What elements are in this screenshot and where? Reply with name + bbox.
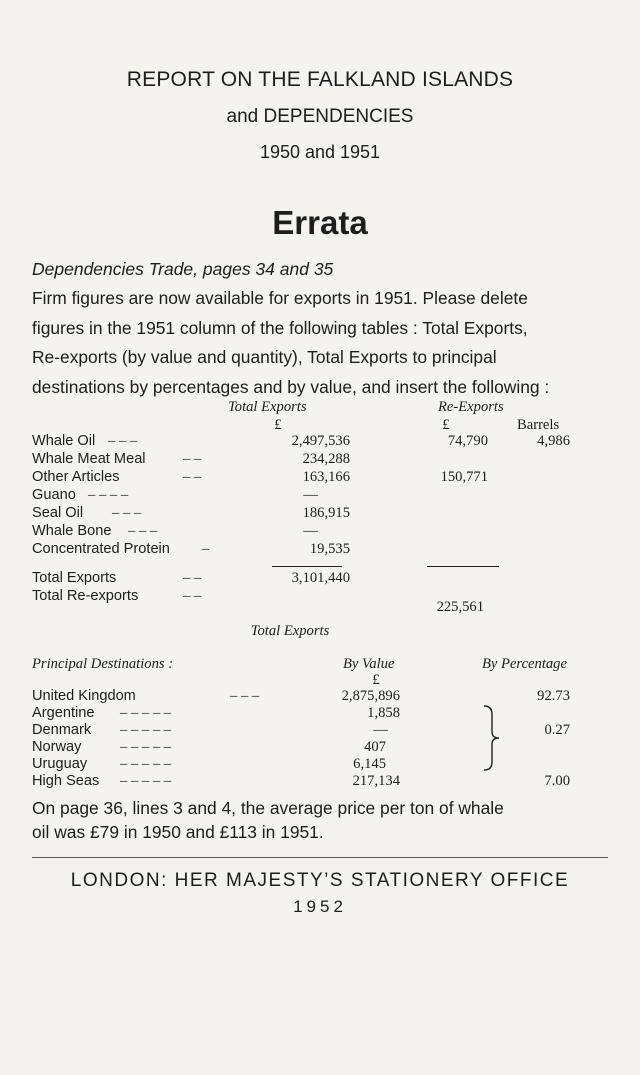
leader-dashes: – – – – – xyxy=(120,722,172,738)
price-note xyxy=(32,796,608,844)
leader-dashes: – – xyxy=(183,469,202,485)
sum-rule xyxy=(427,566,499,567)
destinations-table-title: Total Exports xyxy=(250,623,330,639)
total-value: — xyxy=(303,487,318,503)
destination-value: 2,875,896 xyxy=(341,688,400,704)
errata-heading: Errata xyxy=(272,204,368,241)
report-years: 1950 and 1951 xyxy=(259,142,381,162)
unit-pound: £ xyxy=(274,417,282,433)
col-header-destinations: Principal Destinations : xyxy=(32,656,174,672)
report-title: REPORT ON THE FALKLAND ISLANDS xyxy=(126,68,514,91)
destination-value: 1,858 xyxy=(367,705,400,721)
destination-label: United Kingdom xyxy=(32,688,136,704)
leader-dashes: – – – xyxy=(230,688,260,704)
destination-percentage: 7.00 xyxy=(544,773,570,789)
leader-dashes: – – xyxy=(183,570,202,586)
destination-label: High Seas xyxy=(32,773,100,789)
destination-label: Denmark xyxy=(32,722,92,738)
leader-dashes: – – – xyxy=(112,505,142,521)
note-line: On page 36, lines 3 and 4, the average price per ton of whale xyxy=(32,798,504,818)
re-export-barrels: 4,986 xyxy=(537,433,570,449)
table-row-label: Whale Meat Meal xyxy=(32,451,146,467)
leader-dashes: – – xyxy=(183,451,202,467)
table-row-label: Seal Oil xyxy=(32,505,84,521)
unit-barrels: Barrels xyxy=(517,417,560,433)
leader-dashes: – – – – – xyxy=(120,739,172,755)
leader-dashes: – – – – – xyxy=(120,756,172,772)
grouping-brace xyxy=(480,702,502,774)
destination-percentage: 0.27 xyxy=(544,722,570,738)
table-row-label: Other Articles xyxy=(32,469,120,485)
unit-pound: £ xyxy=(442,417,450,433)
col-header-total-exports: Total Exports xyxy=(228,399,307,415)
table-row-label: Concentrated Protein xyxy=(32,541,170,557)
body-line: destinations by percentages and by value, and insert the following : xyxy=(32,376,550,397)
publication-year: 1952 xyxy=(293,897,347,916)
total-re-exports-label: Total Re-exports xyxy=(32,588,139,604)
body-paragraph xyxy=(32,284,608,402)
leader-dashes: – – – – – xyxy=(120,773,172,789)
total-value: 2,497,536 xyxy=(291,433,350,449)
leader-dashes: – – – xyxy=(108,433,138,449)
section-subtitle: Dependencies Trade, pages 34 and 35 xyxy=(32,259,334,279)
destination-value: — xyxy=(373,722,388,738)
table-row-label: Whale Bone xyxy=(32,523,112,539)
total-exports-label: Total Exports xyxy=(32,570,117,586)
body-line: figures in the 1951 column of the following tables : Total Exports, xyxy=(32,317,528,338)
col-header-by-value: By Value xyxy=(343,656,395,672)
destination-label: Norway xyxy=(32,739,82,755)
publisher-line: LONDON: HER MAJESTY’S STATIONERY OFFICE xyxy=(70,870,570,891)
re-export-value: 150,771 xyxy=(440,469,488,485)
sum-rule xyxy=(272,566,342,567)
total-value: 234,288 xyxy=(302,451,350,467)
destination-value: 407 xyxy=(364,739,386,755)
col-header-by-percentage: By Percentage xyxy=(482,656,567,672)
note-line: oil was £79 in 1950 and £113 in 1951. xyxy=(32,822,324,842)
destination-value: 6,145 xyxy=(353,756,386,772)
body-line: Firm figures are now available for exports in 1951. Please delete xyxy=(32,288,528,308)
leader-dashes: – xyxy=(202,541,210,557)
total-value: — xyxy=(303,523,318,539)
destination-label: Argentine xyxy=(32,705,95,721)
leader-dashes: – – – xyxy=(128,523,158,539)
destination-label: Uruguay xyxy=(32,756,88,772)
destination-percentage: 92.73 xyxy=(537,688,570,704)
table-row-label: Guano xyxy=(32,487,76,503)
footer-divider xyxy=(32,857,608,858)
body-line: Re-exports (by value and quantity), Total Exports to principal xyxy=(32,347,497,367)
unit-pound: £ xyxy=(372,672,380,688)
table-row-label: Whale Oil xyxy=(32,433,96,449)
leader-dashes: – – xyxy=(183,588,202,604)
total-value: 186,915 xyxy=(302,505,350,521)
leader-dashes: – – – – – xyxy=(120,705,172,721)
leader-dashes: – – – – xyxy=(88,487,129,503)
total-exports-value: 3,101,440 xyxy=(291,570,350,586)
report-subtitle: and DEPENDENCIES xyxy=(226,106,414,127)
re-export-value: 74,790 xyxy=(447,433,488,449)
total-re-exports-value: 225,561 xyxy=(436,599,484,615)
total-value: 19,535 xyxy=(309,541,350,557)
col-header-re-exports: Re-Exports xyxy=(438,399,504,415)
destination-value: 217,134 xyxy=(352,773,400,789)
total-value: 163,166 xyxy=(302,469,350,485)
